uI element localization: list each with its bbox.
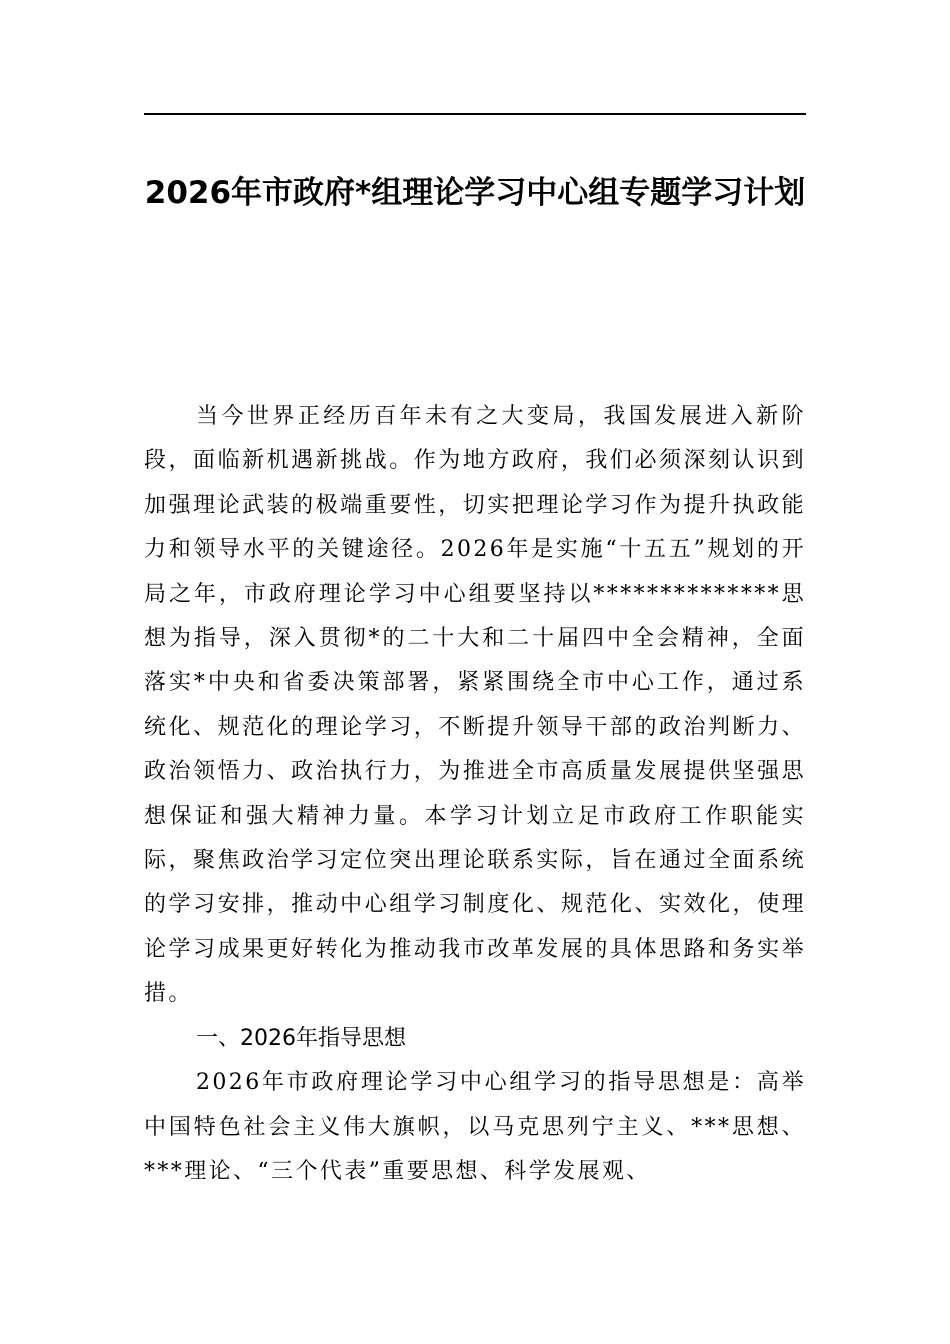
intro-paragraph: 当今世界正经历百年未有之大变局，我国发展进入新阶段，面临新机遇新挑战。作为地方政府，我们必须深刻认识到加强理论武装的极端重要性，切实把理论学习作为提升执政能力和领导水平的关键途径。2026年是实施“十五五”规划的开局之年，市政府理论学习中心组要坚持以**************思想为指导，深入贯彻*的二十大和二十届四中全会精神，全面落实*中央和省委决策部署，紧紧围绕全市中心工作，通过系统化、规范化的理论学习，不断提升领导干部的政治判断力、政治领悟力、政治执行力，为推进全市高质量发展提供坚强思想保证和强大精神力量。本学习计划立足市政府工作职能实际，聚焦政治学习定位突出理论联系实际，旨在通过全面系统的学习安排，推动中心组学习制度化、规范化、实效化，使理论学习成果更好转化为推动我市改革发展的具体思路和务实举措。	[144, 404, 806, 1007]
section-paragraph: 2026年市政府理论学习中心组学习的指导思想是：高举中国特色社会主义伟大旗帜，以马克思列宁主义、***思想、***理论、“三个代表”重要思想、科学发展观、	[144, 1070, 806, 1184]
document-title: 2026年市政府*组理论学习中心组专题学习计划	[144, 175, 806, 211]
document-body	[144, 395, 806, 1194]
header-rule	[144, 113, 806, 115]
section-heading: 一、2026年指导思想	[196, 1025, 406, 1051]
